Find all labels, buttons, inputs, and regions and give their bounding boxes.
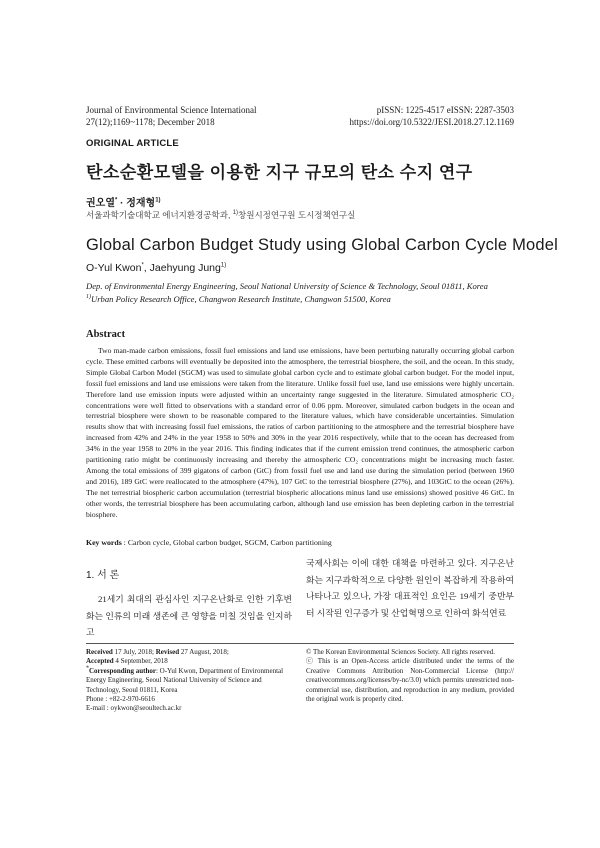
footnote-right <box>306 648 514 704</box>
accepted-date: 4 September, 2018 <box>113 657 168 666</box>
journal-name: Journal of Environmental Science International <box>86 105 257 115</box>
affiliation-mark: 1) <box>220 262 227 269</box>
body-column-right <box>306 555 514 621</box>
journal-volume: 27(12);1169~1178; December 2018 <box>86 117 215 127</box>
english-affiliation-2: Urban Policy Research Office, Changwon Research Institute, Changwon 51500, Korea <box>91 294 391 304</box>
english-authors <box>86 262 226 274</box>
revised-date: 27 August, 2018; <box>179 648 229 656</box>
footnote-divider <box>86 643 514 644</box>
body-column-left <box>86 566 292 641</box>
english-affiliations <box>86 280 488 306</box>
abstract-text: Two man-made carbon emissions, fossil fuel emissions and land use emissions, have been perturbing naturally occurring global carbon cycle. These emitted carbons will eventually be deposited into the atmosphere, the terrestrial biosphere, the soil, and the ocean. In this study, Simple Global Carbon Model (SGCM) was used to simulate global carbon cycle and to estimate global carbon budget. For the model input, fossil fuel emissions and land use emissions were taken from the literature. Unlike fossil fuel use, land use emissions were highly uncertain. Therefore land use emission inputs were adjusted within an uncertainty range suggested in the literature. Simulated atmospheric CO₂ concentrations were well fitted to observations with a standard error of 0.06 ppm. Moreover, simulated carbon budgets in the ocean and terrestrial biosphere were shown to be reasonable compared to the literature values, which have considerable uncertainties. Simulation results show that with increasing fossil fuel emissions, the ratios of carbon partitioning to the atmosphere and the terrestrial biosphere have increased from 42% and 24% in the year 1958 to 50% and 30% in the year 2016 respectively, while that to the ocean has decreased from 34% in the year 1958 to 20% in the year 2016. This finding indicates that if the current emission trend continues, the atmospheric carbon partitioning ratio might be continuously increasing and thereby the atmospheric CO₂ concentrations might be increasing much faster. Among the total emissions of 399 gigatons of carbon (GtC) from fossil fuel use and land use during the simulation period (between 1960 and 2016), 189 GtC were reallocated to the atmosphere (47%), 107 GtC to the terrestrial biosphere (27%), and 103GtC to the ocean (26%). The net terrestrial biospheric carbon accumulation (terrestrial biospheric allocations minus land use emissions) showed positive 46 GtC. In other words, the terrestrial biosphere has been accumulating carbon, although land use emission has been depleting carbon in the terrestrial biosphere. <box>86 346 514 519</box>
received-date: 17 July, 2018; <box>112 648 156 656</box>
footnote-left <box>86 648 292 714</box>
intro-paragraph-left: 21세기 최대의 관심사인 지구온난화로 인한 기후변화는 인류의 미래 생존에 큰 영향을 미칠 것임을 인지하고 <box>86 594 292 637</box>
received-label: Received <box>86 648 113 656</box>
corresponding-text: : O-Yul Kwon, Department of Environmental Energy Engineering, Seoul National University of Science and Technology, Seoul 01811, Korea <box>86 666 284 694</box>
running-header <box>86 104 514 128</box>
revised-label: Revised <box>155 648 180 656</box>
affiliation-mark: 1) <box>86 294 91 301</box>
english-affiliation-1: Dep. of Environmental Energy Engineering, Seoul National University of Science & Technology, Seoul 01811, Korea <box>86 281 488 291</box>
abstract-body <box>86 346 514 521</box>
corresponding-author <box>86 667 292 695</box>
english-author-2: Jaehyung Jung <box>149 262 221 274</box>
korean-title: 탄소순환모델을 이용한 지구 규모의 탄소 수지 연구 <box>86 163 473 182</box>
phone: Phone : +82-2-970-6616 <box>86 695 155 704</box>
doi-link[interactable]: https://doi.org/10.5322/JESI.2018.27.12.1169 <box>349 117 514 127</box>
korean-affiliation-2: 창원시정연구원 도시정책연구실 <box>238 210 356 220</box>
corresponding-mark: * <box>114 197 118 204</box>
korean-affiliation-1: 서울과학기술대학교 에너지환경공학과, <box>86 210 233 220</box>
corresponding-mark: * <box>86 665 89 672</box>
author-separator: · <box>117 198 127 209</box>
license-notice: ⓒ This is an Open-Access article distributed under the terms of the Creative Commons Attribution Non-Commercial License (http:// creativecommons.org/licenses/by-nc/3.0) which permits unrestricted non-commercial use, distribution, and reproduction in any medium, provided the original work is properly cited. <box>306 657 514 704</box>
english-author-1: O-Yul Kwon <box>86 262 142 274</box>
article-type: ORIGINAL ARTICLE <box>86 138 179 149</box>
affiliation-mark: 1) <box>232 210 239 217</box>
section-heading: 1. 서 론 <box>86 570 120 581</box>
keywords-separator: : <box>121 538 128 547</box>
author-separator: , <box>143 262 150 274</box>
korean-authors <box>86 194 161 209</box>
korean-affiliations <box>86 209 355 221</box>
affiliation-mark: 1) <box>155 197 161 204</box>
keywords <box>86 538 332 547</box>
issn: pISSN: 1225-4517 eISSN: 2287-3503 <box>376 105 514 115</box>
accepted-date-line <box>86 657 292 666</box>
korean-author-2: 정재형 <box>126 198 156 209</box>
corresponding-mark: * <box>141 262 144 269</box>
email[interactable]: E-mail : oykwon@seoultech.ac.kr <box>86 704 182 713</box>
accepted-label: Accepted <box>86 657 114 666</box>
abstract-heading: Abstract <box>86 329 126 340</box>
received-dates <box>86 648 292 657</box>
keywords-label: Key words <box>86 538 122 547</box>
korean-author-1: 권오열 <box>86 198 115 209</box>
copyright-notice: © The Korean Environmental Sciences Society. All rights reserved. <box>306 648 496 656</box>
corresponding-label: Corresponding author <box>89 666 156 675</box>
intro-paragraph-right: 국제사회는 이에 대한 대책을 마련하고 있다. 지구온난화는 지구과학적으로 다양한 원인이 복잡하게 작용하여 나타나고 있으나, 가장 대표적인 요인은 19세기 중반부터 시작된 인구증가 및 산업혁명으로 인하여 화석연료 <box>306 558 514 618</box>
english-title: Global Carbon Budget Study using Global Carbon Cycle Model <box>86 236 559 254</box>
keywords-text: Carbon cycle, Global carbon budget, SGCM, Carbon partitioning <box>127 538 332 547</box>
